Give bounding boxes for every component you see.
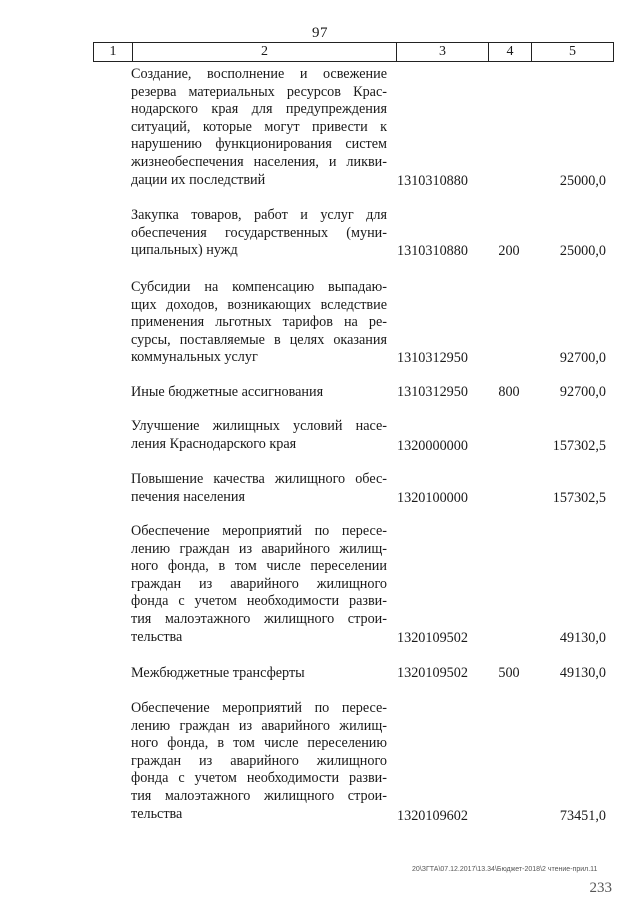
corner-page-number: 233 <box>589 880 612 896</box>
description-line: Обеспечение мероприятий по пересе- <box>131 523 387 539</box>
row-amount: 25000,0 <box>559 243 606 259</box>
description-line: ного фонда, в том числе переселении <box>131 558 387 575</box>
description-line: граждан из аварийного жилищного <box>131 575 387 592</box>
description-line: Закупка товаров, работ и услуг для <box>131 207 387 223</box>
row-amount: 92700,0 <box>559 350 606 366</box>
description-line: тельства <box>131 628 183 645</box>
description-line: лению граждан из аварийного жилищ- <box>131 540 387 557</box>
row-amount: 73451,0 <box>559 808 606 824</box>
description-line: фонда с учетом необходимости разви- <box>131 770 387 787</box>
description-line: применения льготных тарифов на ре- <box>131 314 387 331</box>
footer-file-code: 20\ЗГТА\07.12.2017\13.34\Бюджет-2018\2 чтение-прил.11 <box>412 866 598 873</box>
description-line: нарушению функционирования систем <box>131 136 387 153</box>
row-amount: 25000,0 <box>559 173 606 189</box>
description-line: Улучшение жилищных условий насе- <box>131 418 387 434</box>
row-type: 200 <box>498 243 520 259</box>
description-line: фонда с учетом необходимости разви- <box>131 593 387 610</box>
row-code: 1320109502 <box>397 665 468 681</box>
row-code: 1320109502 <box>397 630 468 646</box>
row-amount: 49130,0 <box>559 630 606 646</box>
description-line: нодарского края для предупреждения <box>131 101 387 118</box>
row-code: 1320109602 <box>397 808 468 824</box>
description-line: резерва материальных ресурсов Крас- <box>131 83 387 100</box>
description-line: ципальных) нужд <box>131 242 238 259</box>
row-code: 1310312950 <box>397 350 468 366</box>
row-description <box>131 418 387 453</box>
description-line: Субсидии на компенсацию выпадаю- <box>131 279 387 295</box>
description-line: тия малоэтажного жилищного строи- <box>131 787 387 804</box>
row-description <box>131 523 387 646</box>
row-amount: 92700,0 <box>559 384 606 400</box>
row-code: 1310310880 <box>397 173 468 189</box>
row-code: 1310312950 <box>397 384 468 400</box>
description-line: сурсы, поставляемые в целях оказания <box>131 331 387 348</box>
row-description <box>131 207 387 260</box>
page-number: 97 <box>312 25 328 41</box>
description-line: тия малоэтажного жилищного строи- <box>131 610 387 627</box>
row-description <box>131 665 387 683</box>
row-code: 1320100000 <box>397 490 468 506</box>
description-line: щих доходов, возникающих вследствие <box>131 296 387 313</box>
row-type: 500 <box>498 665 520 681</box>
header-col-3: 3 <box>396 43 488 61</box>
description-line: лению граждан из аварийного жилищ- <box>131 717 387 734</box>
description-line: граждан из аварийного жилищного <box>131 752 387 769</box>
row-type: 800 <box>498 384 520 400</box>
row-description <box>131 384 387 402</box>
row-description <box>131 471 387 506</box>
description-line: дации их последствий <box>131 171 266 188</box>
row-amount: 49130,0 <box>559 665 606 681</box>
description-line: Создание, восполнение и освежение <box>131 66 387 82</box>
description-line: обеспечения государственных (муни- <box>131 224 387 241</box>
description-line: Обеспечение мероприятий по пересе- <box>131 700 387 716</box>
header-col-4: 4 <box>488 43 531 61</box>
header-col-1: 1 <box>109 44 117 59</box>
description-line: Межбюджетные трансферты <box>131 665 305 681</box>
description-line: Повышение качества жилищного обес- <box>131 471 387 487</box>
description-line: жизнеобеспечения населения, и ликви- <box>131 153 387 170</box>
row-description <box>131 279 387 367</box>
description-line: ситуаций, которые могут привести к <box>131 118 387 135</box>
row-description <box>131 66 387 189</box>
description-line: коммунальных услуг <box>131 349 258 366</box>
description-line: тельства <box>131 805 183 822</box>
row-code: 1320000000 <box>397 438 468 454</box>
description-line: ного фонда, в том числе переселению <box>131 735 387 752</box>
description-line: Иные бюджетные ассигнования <box>131 384 324 400</box>
description-line: ления Краснодарского края <box>131 435 297 452</box>
row-description <box>131 700 387 823</box>
row-amount: 157302,5 <box>552 490 606 506</box>
row-code: 1310310880 <box>397 243 468 259</box>
header-col-2: 2 <box>132 43 396 61</box>
row-amount: 157302,5 <box>552 438 606 454</box>
header-col-5: 5 <box>531 43 613 61</box>
description-line: печения населения <box>131 488 245 505</box>
